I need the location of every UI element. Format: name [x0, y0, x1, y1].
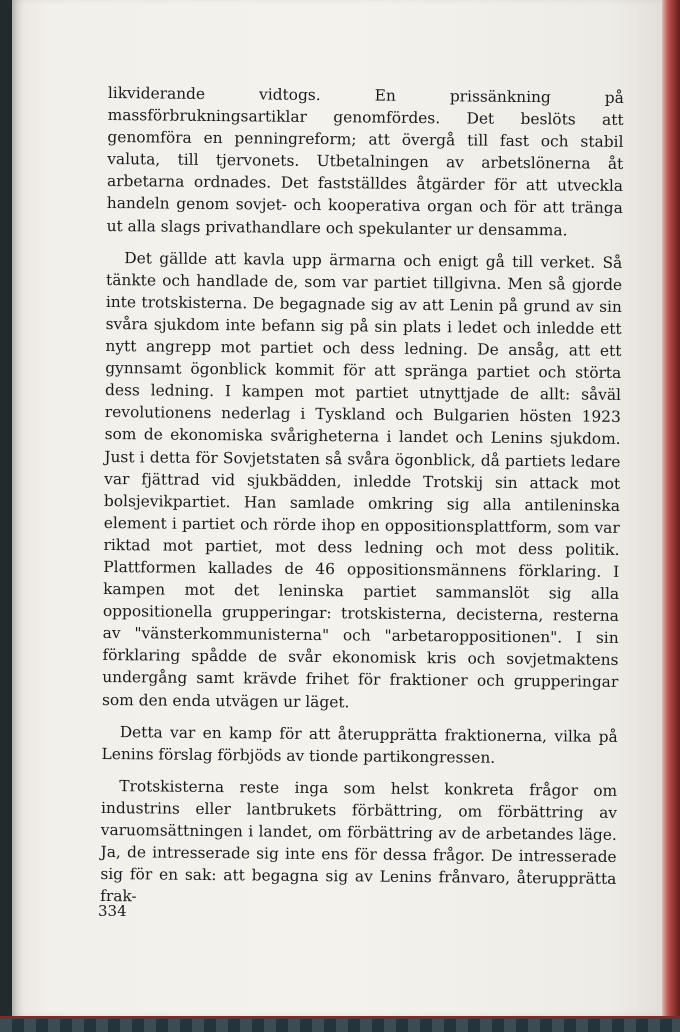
paragraph-3: Detta var en kamp för att återupprätta fraktionerna, vilka på Lenins förslag förbjöds av tionde partikongressen.	[101, 722, 618, 767]
paragraph-1: likviderande vidtogs. En prissänkning på massförbrukningsartiklar genomfördes. Det beslöts att genomföra en penningreform; att övergå till fast och stabil valuta, till tjervonets. Utbetalningen av arbetslönerna åt arbetarna ordnades. Det fastställdes åtgärder för att utveckla handeln genom sovjet- och kooperativa organ och för att tränga ut alla slags privathandlare och spekulanter ur densamma.	[106, 83, 624, 239]
page-number: 334	[98, 902, 127, 920]
bottom-border	[0, 1016, 680, 1032]
paragraph-4: Trotskisterna reste inga som helst konkreta frågor om industrins eller lantbrukets förbättring, om förbättring av varuomsättningen i landet, om förbättring av de arbetandes läge. Ja, de intresserade sig inte ens för dessa frågor. De intresserade sig för en sak: att begagna sig av Lenins frånvaro, återupprätta frak-	[100, 776, 618, 906]
body-text	[100, 82, 624, 912]
book-edge	[662, 0, 680, 1020]
paragraph-2: Det gällde att kavla upp ärmarna och enigt gå till verket. Så tänkte och handlade de, som var partiet tillgivna. Men så gjorde inte trotskisterna. De begagnade sig av att Lenin på grund av sin svåra sjukdom inte befann sig på sin plats i ledet och inledde ett nytt angrepp mot partiet och dess ledning. De ansåg, att ett gynnsamt ögonblick kommit för att spränga partiet och störta dess ledning. I kampen mot partiet utnyttjade de allt: såväl revolutionens nederlag i Tyskland och Bulgarien hösten 1923 som de ekonomiska svårigheterna i landet och Lenins sjukdom. Just i detta för Sovjetstaten så svåra ögonblick, då partiets ledare var fjättrad vid sjukbädden, inledde Trotskij sin attack mot bolsjevikpartiet. Han samlade omkring sig alla antileninska element i partiet och rörde ihop en oppositionsplattform, som var riktad mot partiet, mot dess ledning och mot dess politik. Plattformen kallades de 46 oppositionsmännens förklaring. I kampen mot det leninska partiet sammanslöt sig alla oppositionella grupperingar: trotskisterna, decisterna, resterna av "vänsterkommunisterna" och "arbetaroppositionen". I sin förklaring spådde de svår ekonomisk kris och sovjetmaktens undergång samt krävde frihet för fraktioner och grupperingar som den enda utvägen ur läget.	[101, 248, 623, 711]
